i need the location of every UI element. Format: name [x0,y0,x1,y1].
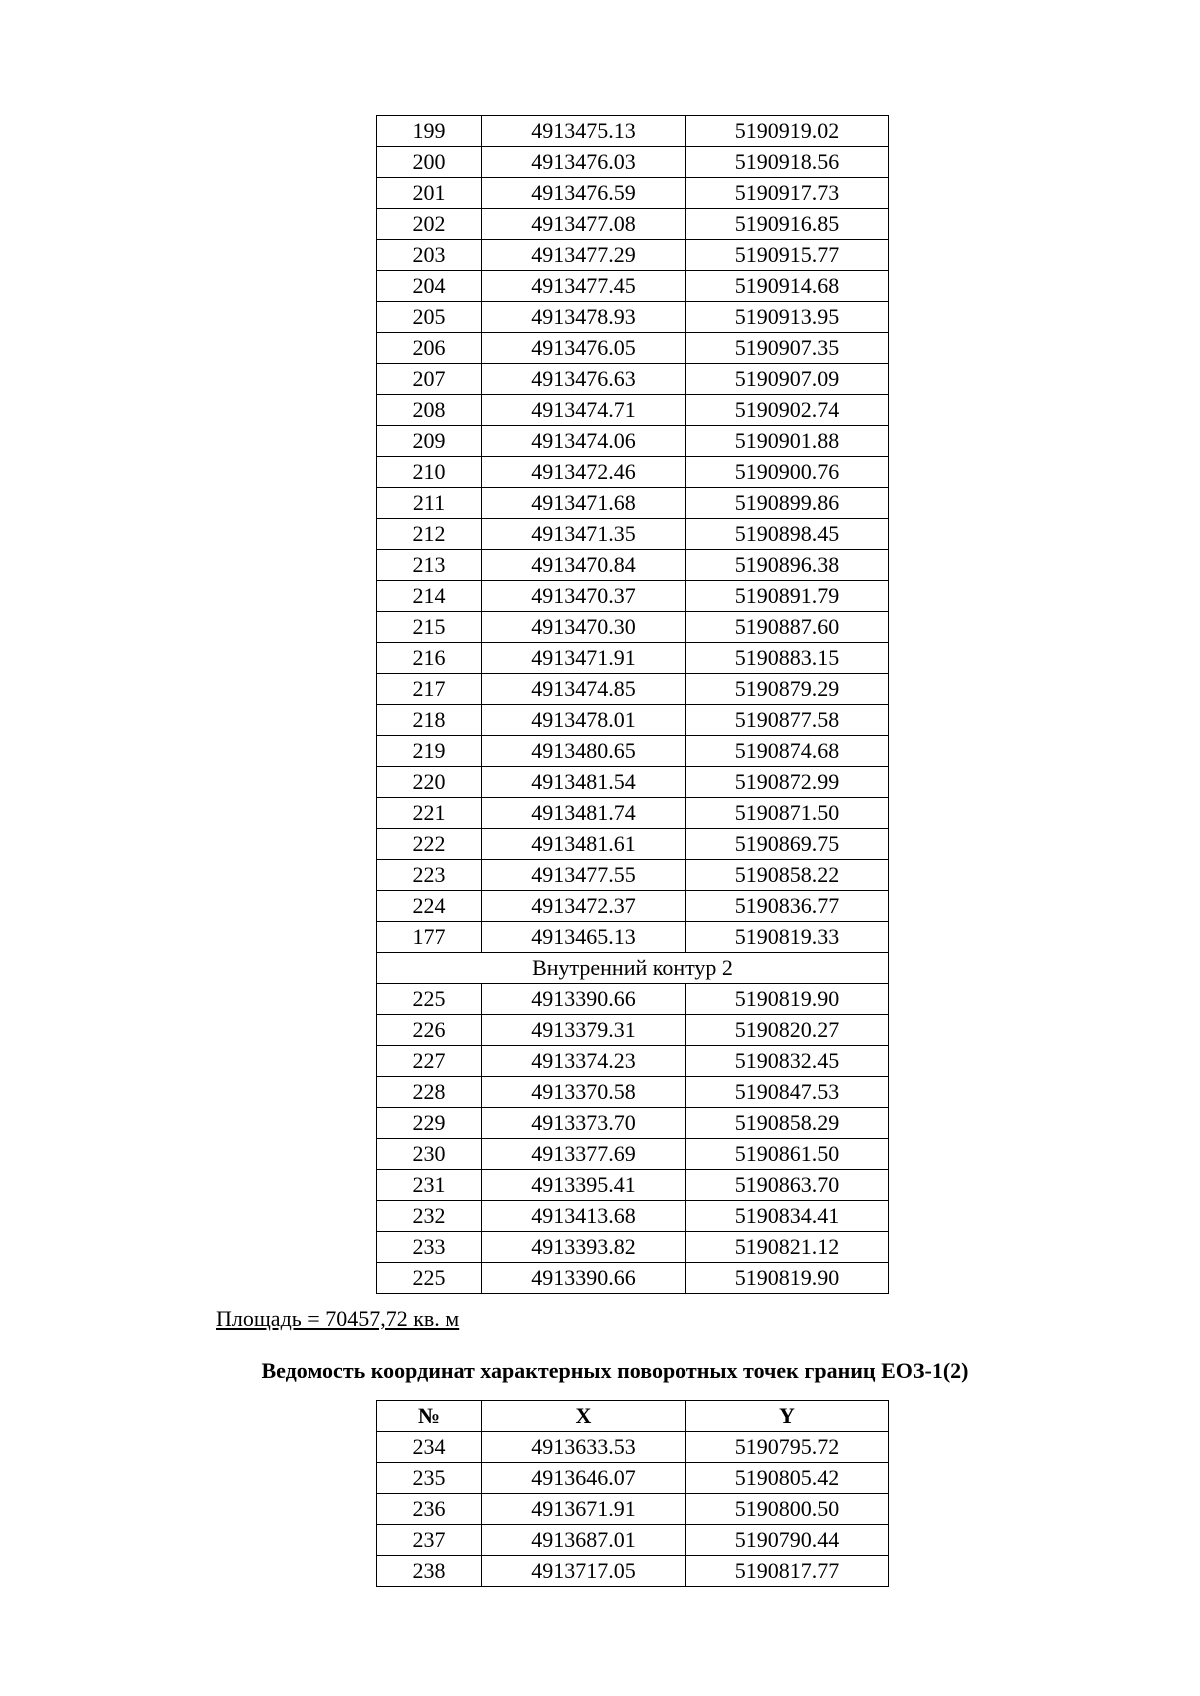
point-number-cell: 203 [377,240,482,271]
point-number-cell: 213 [377,550,482,581]
table-row [377,271,889,302]
x-coordinate-cell: 4913470.37 [482,581,686,612]
coordinates-table-2 [376,1400,889,1587]
point-number-cell: 209 [377,426,482,457]
table-row [377,705,889,736]
table-row [377,1525,889,1556]
header-y: Y [686,1401,889,1432]
y-coordinate-cell: 5190901.88 [686,426,889,457]
y-coordinate-cell: 5190869.75 [686,829,889,860]
point-number-cell: 207 [377,364,482,395]
x-coordinate-cell: 4913370.58 [482,1077,686,1108]
y-coordinate-cell: 5190834.41 [686,1201,889,1232]
x-coordinate-cell: 4913477.08 [482,209,686,240]
point-number-cell: 227 [377,1046,482,1077]
x-coordinate-cell: 4913687.01 [482,1525,686,1556]
x-coordinate-cell: 4913471.35 [482,519,686,550]
y-coordinate-cell: 5190836.77 [686,891,889,922]
y-coordinate-cell: 5190900.76 [686,457,889,488]
table-row [377,395,889,426]
x-coordinate-cell: 4913476.05 [482,333,686,364]
x-coordinate-cell: 4913393.82 [482,1232,686,1263]
coordinates-table-2-body [377,1432,889,1587]
table-row [377,240,889,271]
table-row [377,1201,889,1232]
point-number-cell: 222 [377,829,482,860]
point-number-cell: 234 [377,1432,482,1463]
y-coordinate-cell: 5190861.50 [686,1139,889,1170]
point-number-cell: 214 [377,581,482,612]
table-row [377,1232,889,1263]
point-number-cell: 212 [377,519,482,550]
point-number-cell: 200 [377,147,482,178]
table-row [377,767,889,798]
y-coordinate-cell: 5190879.29 [686,674,889,705]
x-coordinate-cell: 4913374.23 [482,1046,686,1077]
y-coordinate-cell: 5190821.12 [686,1232,889,1263]
y-coordinate-cell: 5190819.90 [686,1263,889,1294]
coordinates-table-1-body [377,116,889,1294]
x-coordinate-cell: 4913470.30 [482,612,686,643]
point-number-cell: 205 [377,302,482,333]
x-coordinate-cell: 4913472.37 [482,891,686,922]
point-number-cell: 225 [377,1263,482,1294]
table-row [377,891,889,922]
x-coordinate-cell: 4913476.59 [482,178,686,209]
x-coordinate-cell: 4913671.91 [482,1494,686,1525]
section-label: Внутренний контур 2 [377,953,889,984]
x-coordinate-cell: 4913471.91 [482,643,686,674]
point-number-cell: 237 [377,1525,482,1556]
table-row [377,798,889,829]
table-row [377,984,889,1015]
y-coordinate-cell: 5190819.33 [686,922,889,953]
x-coordinate-cell: 4913476.03 [482,147,686,178]
table-row [377,1077,889,1108]
y-coordinate-cell: 5190874.68 [686,736,889,767]
x-coordinate-cell: 4913373.70 [482,1108,686,1139]
x-coordinate-cell: 4913717.05 [482,1556,686,1587]
table-row [377,829,889,860]
header-number: № [377,1401,482,1432]
x-coordinate-cell: 4913633.53 [482,1432,686,1463]
table-row [377,550,889,581]
y-coordinate-cell: 5190913.95 [686,302,889,333]
table-row [377,178,889,209]
point-number-cell: 230 [377,1139,482,1170]
point-number-cell: 220 [377,767,482,798]
y-coordinate-cell: 5190819.90 [686,984,889,1015]
table-row [377,1108,889,1139]
table-row [377,1463,889,1494]
y-coordinate-cell: 5190898.45 [686,519,889,550]
point-number-cell: 233 [377,1232,482,1263]
point-number-cell: 232 [377,1201,482,1232]
y-coordinate-cell: 5190902.74 [686,395,889,426]
table-row [377,1432,889,1463]
y-coordinate-cell: 5190907.09 [686,364,889,395]
y-coordinate-cell: 5190820.27 [686,1015,889,1046]
x-coordinate-cell: 4913465.13 [482,922,686,953]
y-coordinate-cell: 5190832.45 [686,1046,889,1077]
point-number-cell: 211 [377,488,482,519]
x-coordinate-cell: 4913413.68 [482,1201,686,1232]
point-number-cell: 218 [377,705,482,736]
table-row [377,457,889,488]
table-row [377,1494,889,1525]
x-coordinate-cell: 4913474.06 [482,426,686,457]
table-header-row [377,1401,889,1432]
table-row [377,674,889,705]
x-coordinate-cell: 4913395.41 [482,1170,686,1201]
point-number-cell: 210 [377,457,482,488]
point-number-cell: 229 [377,1108,482,1139]
point-number-cell: 223 [377,860,482,891]
table-row [377,1170,889,1201]
table-row [377,922,889,953]
y-coordinate-cell: 5190883.15 [686,643,889,674]
point-number-cell: 236 [377,1494,482,1525]
section-row [377,953,889,984]
x-coordinate-cell: 4913481.74 [482,798,686,829]
y-coordinate-cell: 5190790.44 [686,1525,889,1556]
y-coordinate-cell: 5190795.72 [686,1432,889,1463]
point-number-cell: 221 [377,798,482,829]
y-coordinate-cell: 5190891.79 [686,581,889,612]
x-coordinate-cell: 4913377.69 [482,1139,686,1170]
table-row [377,488,889,519]
x-coordinate-cell: 4913471.68 [482,488,686,519]
table-row [377,643,889,674]
table-2-title: Ведомость координат характерных поворотных точек границ ЕОЗ-1(2) [261,1358,969,1383]
table-row [377,209,889,240]
table-row [377,581,889,612]
y-coordinate-cell: 5190915.77 [686,240,889,271]
y-coordinate-cell: 5190887.60 [686,612,889,643]
point-number-cell: 228 [377,1077,482,1108]
point-number-cell: 216 [377,643,482,674]
x-coordinate-cell: 4913474.71 [482,395,686,426]
table-row [377,1015,889,1046]
x-coordinate-cell: 4913481.61 [482,829,686,860]
table-row [377,736,889,767]
y-coordinate-cell: 5190916.85 [686,209,889,240]
table-row [377,147,889,178]
y-coordinate-cell: 5190919.02 [686,116,889,147]
y-coordinate-cell: 5190847.53 [686,1077,889,1108]
y-coordinate-cell: 5190863.70 [686,1170,889,1201]
y-coordinate-cell: 5190914.68 [686,271,889,302]
point-number-cell: 235 [377,1463,482,1494]
x-coordinate-cell: 4913390.66 [482,1263,686,1294]
table-row [377,1046,889,1077]
x-coordinate-cell: 4913472.46 [482,457,686,488]
y-coordinate-cell: 5190858.22 [686,860,889,891]
point-number-cell: 224 [377,891,482,922]
y-coordinate-cell: 5190872.99 [686,767,889,798]
table-row [377,333,889,364]
x-coordinate-cell: 4913481.54 [482,767,686,798]
x-coordinate-cell: 4913477.45 [482,271,686,302]
point-number-cell: 206 [377,333,482,364]
coordinates-table-1 [376,115,889,1294]
point-number-cell: 177 [377,922,482,953]
table-row [377,302,889,333]
point-number-cell: 219 [377,736,482,767]
x-coordinate-cell: 4913477.55 [482,860,686,891]
table-row [377,1556,889,1587]
x-coordinate-cell: 4913379.31 [482,1015,686,1046]
table-row [377,426,889,457]
x-coordinate-cell: 4913480.65 [482,736,686,767]
y-coordinate-cell: 5190907.35 [686,333,889,364]
x-coordinate-cell: 4913646.07 [482,1463,686,1494]
y-coordinate-cell: 5190896.38 [686,550,889,581]
y-coordinate-cell: 5190817.77 [686,1556,889,1587]
point-number-cell: 238 [377,1556,482,1587]
x-coordinate-cell: 4913478.93 [482,302,686,333]
y-coordinate-cell: 5190800.50 [686,1494,889,1525]
y-coordinate-cell: 5190918.56 [686,147,889,178]
point-number-cell: 204 [377,271,482,302]
y-coordinate-cell: 5190871.50 [686,798,889,829]
x-coordinate-cell: 4913390.66 [482,984,686,1015]
table-row [377,1139,889,1170]
x-coordinate-cell: 4913474.85 [482,674,686,705]
point-number-cell: 225 [377,984,482,1015]
y-coordinate-cell: 5190917.73 [686,178,889,209]
x-coordinate-cell: 4913476.63 [482,364,686,395]
point-number-cell: 231 [377,1170,482,1201]
y-coordinate-cell: 5190899.86 [686,488,889,519]
header-x: X [482,1401,686,1432]
table-row [377,860,889,891]
x-coordinate-cell: 4913475.13 [482,116,686,147]
y-coordinate-cell: 5190877.58 [686,705,889,736]
table-row [377,364,889,395]
y-coordinate-cell: 5190858.29 [686,1108,889,1139]
table-row [377,519,889,550]
point-number-cell: 208 [377,395,482,426]
x-coordinate-cell: 4913477.29 [482,240,686,271]
point-number-cell: 199 [377,116,482,147]
y-coordinate-cell: 5190805.42 [686,1463,889,1494]
table-row [377,612,889,643]
point-number-cell: 202 [377,209,482,240]
area-value: Площадь = 70457,72 кв. м [216,1306,460,1331]
table-row [377,1263,889,1294]
point-number-cell: 226 [377,1015,482,1046]
x-coordinate-cell: 4913478.01 [482,705,686,736]
x-coordinate-cell: 4913470.84 [482,550,686,581]
point-number-cell: 215 [377,612,482,643]
point-number-cell: 201 [377,178,482,209]
table-row [377,116,889,147]
point-number-cell: 217 [377,674,482,705]
